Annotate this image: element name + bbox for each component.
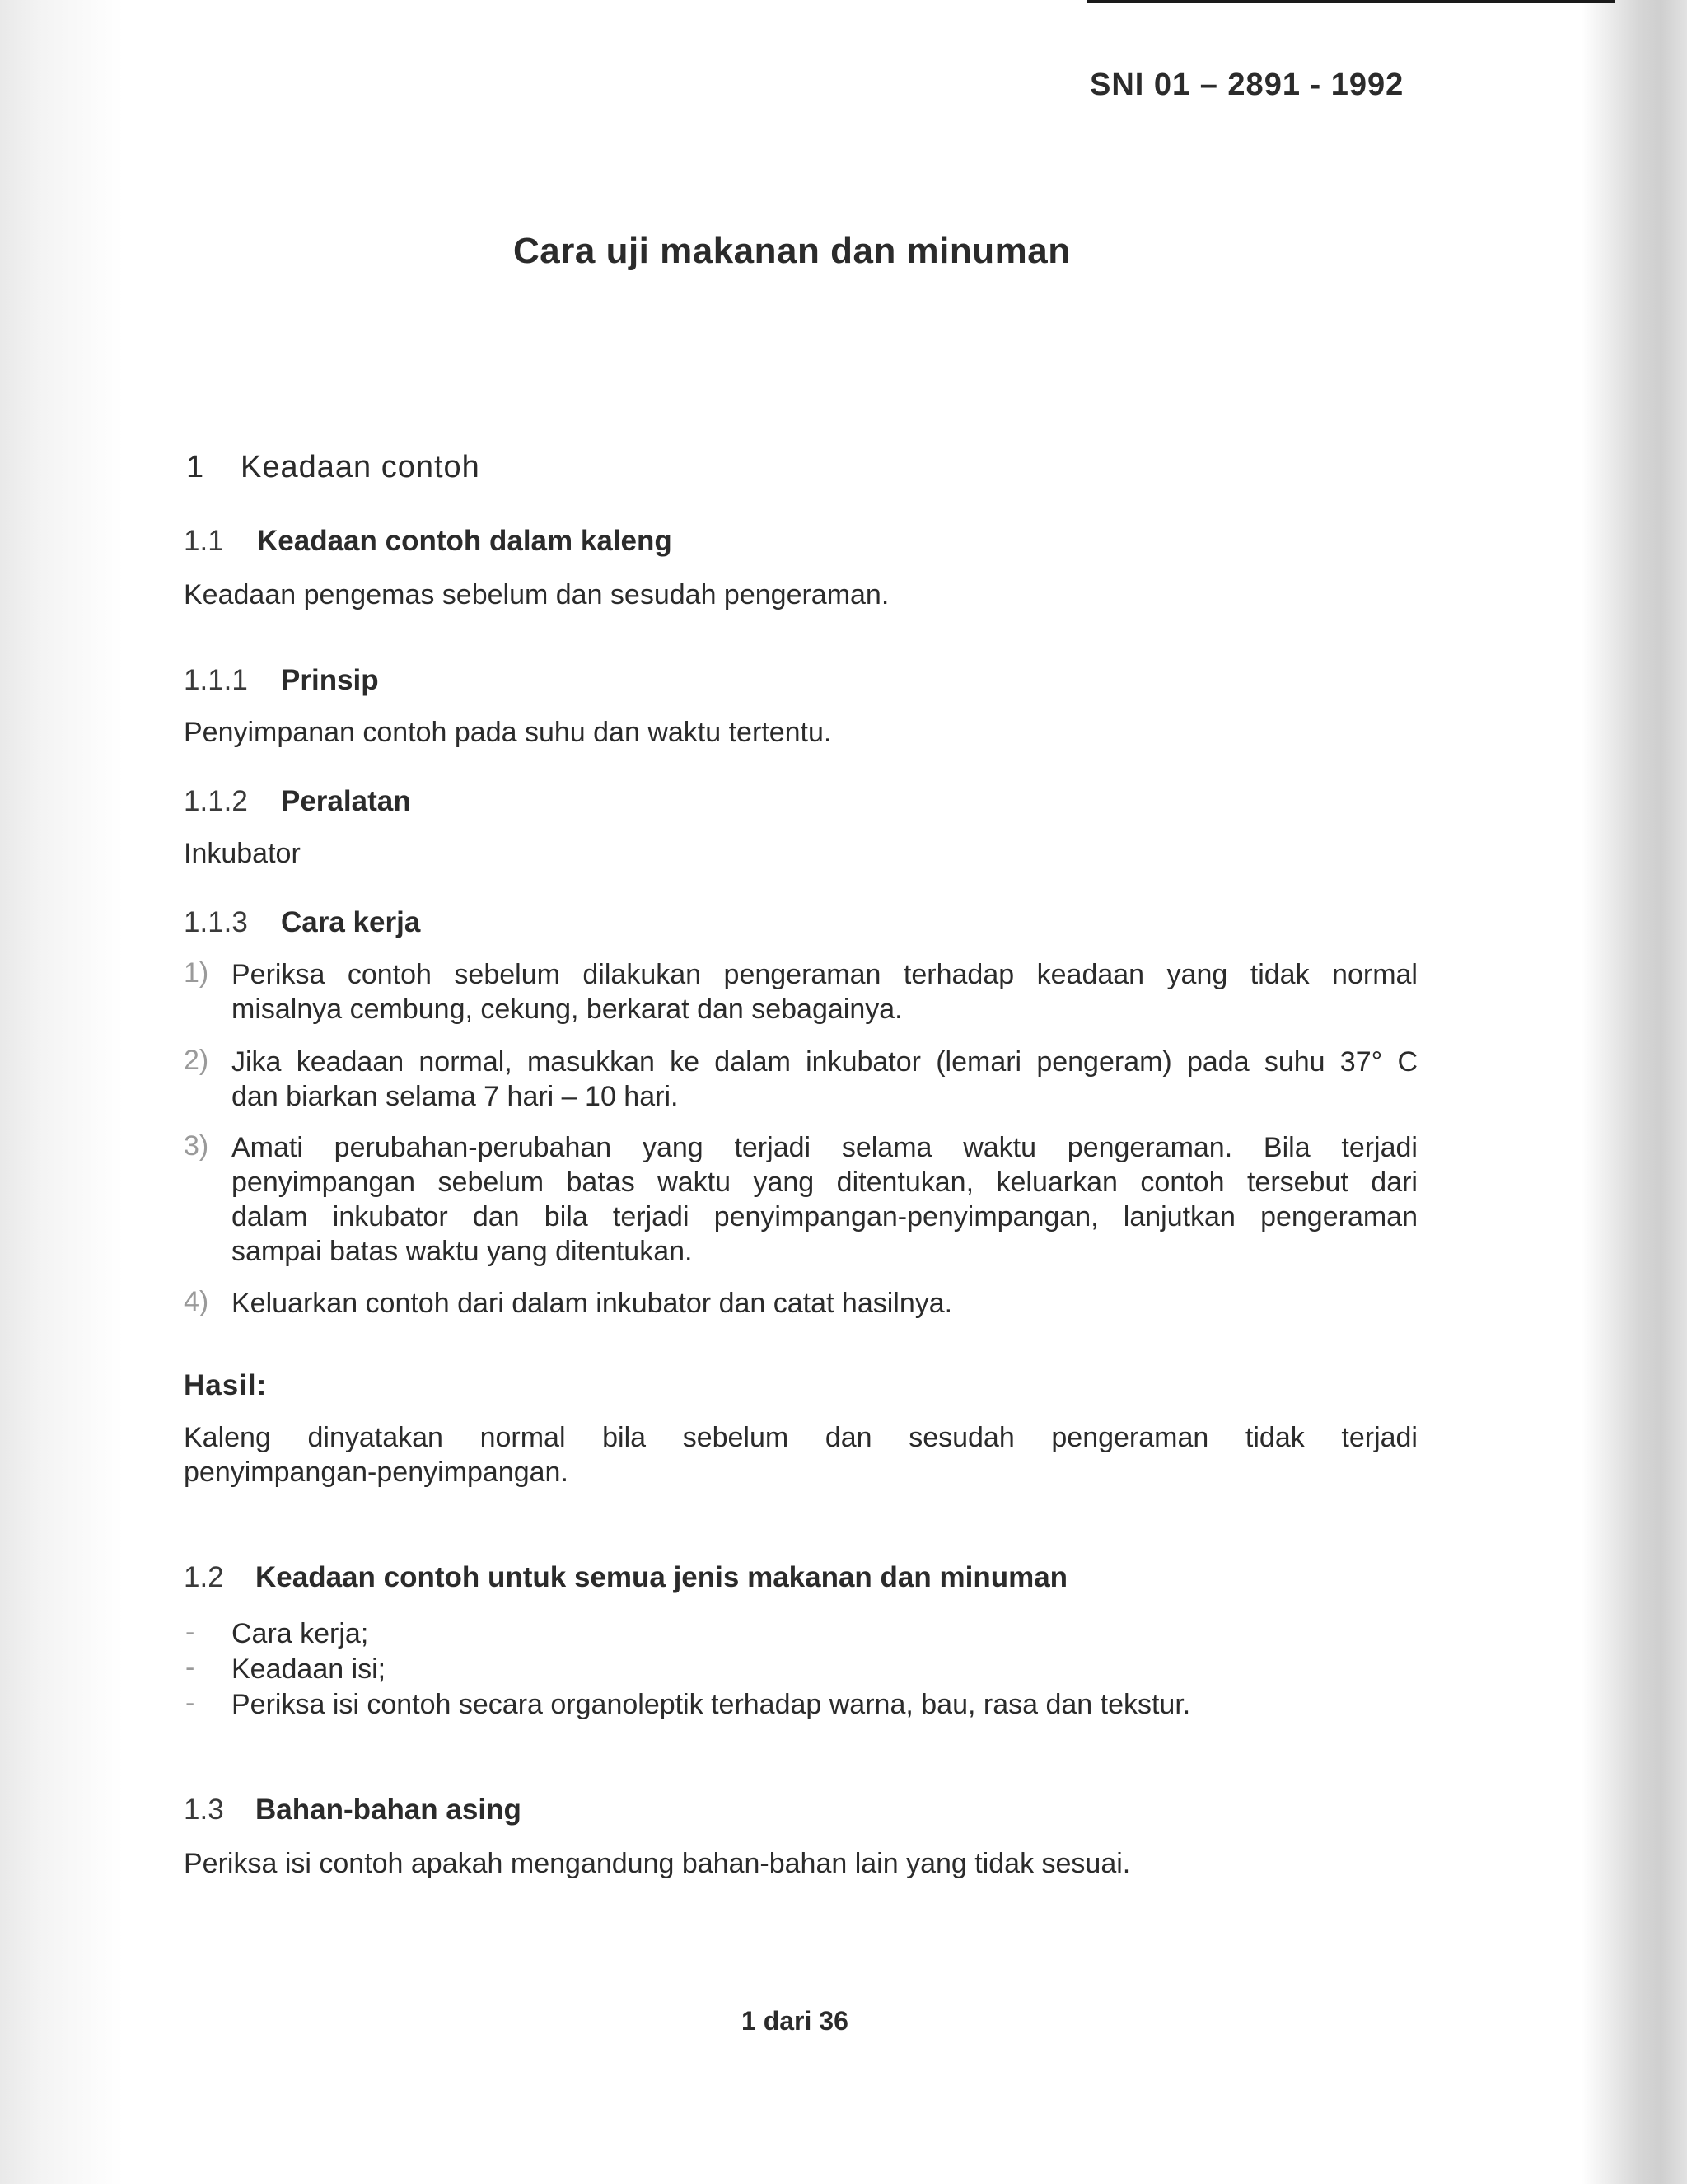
bullet-3-marker: -	[185, 1687, 195, 1719]
step-2-line-1: Jika keadaan normal, masukkan ke dalam inkubator (lemari pengeram) pada suhu 37° C	[231, 1046, 1418, 1078]
step-4-line-1: Keluarkan contoh dari dalam inkubator dan catat hasilnya.	[231, 1288, 953, 1319]
step-1-line-2: misalnya cembung, cekung, berkarat dan sebagainya.	[231, 994, 903, 1025]
result-label: Hasil:	[184, 1369, 268, 1401]
scan-edge-line	[1087, 0, 1615, 3]
step-4-marker: 4)	[184, 1286, 209, 1317]
section-1-1-2-number: 1.1.2	[184, 785, 248, 817]
scan-shadow-left	[0, 0, 124, 2184]
step-1-marker: 1)	[184, 957, 209, 989]
section-1-1-3-heading: Cara kerja	[281, 906, 421, 938]
section-1-1-1-number: 1.1.1	[184, 664, 248, 696]
step-3-line-4: sampai batas waktu yang ditentukan.	[231, 1236, 693, 1267]
section-1-3-text: Periksa isi contoh apakah mengandung bahan-bahan lain yang tidak sesuai.	[184, 1848, 1131, 1879]
section-1-2-number: 1.2	[184, 1561, 224, 1593]
bullet-1-marker: -	[185, 1616, 195, 1648]
step-2-marker: 2)	[184, 1045, 209, 1076]
section-1-1-1-text: Penyimpanan contoh pada suhu dan waktu tertentu.	[184, 717, 832, 748]
bullet-1-text: Cara kerja;	[231, 1618, 369, 1649]
page-number: 1 dari 36	[741, 2006, 848, 2036]
section-1-2-heading: Keadaan contoh untuk semua jenis makanan dan minuman	[255, 1561, 1068, 1593]
page-title: Cara uji makanan dan minuman	[513, 231, 1071, 271]
binding-gutter	[1582, 0, 1687, 2184]
section-1-3-number: 1.3	[184, 1793, 224, 1826]
section-1-1-3-number: 1.1.3	[184, 906, 248, 938]
section-1-1-2-text: Inkubator	[184, 838, 301, 869]
bullet-3-text: Periksa isi contoh secara organoleptik terhadap warna, bau, rasa dan tekstur.	[231, 1689, 1191, 1720]
step-2-line-2: dan biarkan selama 7 hari – 10 hari.	[231, 1081, 679, 1112]
step-3-marker: 3)	[184, 1130, 209, 1162]
step-3-line-3: dalam inkubator dan bila terjadi penyimpangan-penyimpangan, lanjutkan pengeraman	[231, 1201, 1418, 1232]
result-line-1: Kaleng dinyatakan normal bila sebelum dan sesudah pengeraman tidak terjadi	[184, 1422, 1418, 1453]
section-1-1-heading: Keadaan contoh dalam kaleng	[257, 525, 672, 557]
bullet-2-text: Keadaan isi;	[231, 1653, 386, 1685]
step-1-line-1: Periksa contoh sebelum dilakukan pengeraman terhadap keadaan yang tidak normal	[231, 959, 1418, 990]
step-3-line-2: penyimpangan sebelum batas waktu yang ditentukan, keluarkan contoh tersebut dari	[231, 1167, 1418, 1198]
section-1-1-text: Keadaan pengemas sebelum dan sesudah pengeraman.	[184, 579, 890, 610]
section-1-heading: Keadaan contoh	[241, 450, 480, 484]
document-code: SNI 01 – 2891 - 1992	[1090, 68, 1404, 102]
section-1-3-heading: Bahan-bahan asing	[255, 1793, 521, 1826]
section-1-number: 1	[186, 450, 205, 484]
section-1-1-2-heading: Peralatan	[281, 785, 411, 817]
result-line-2: penyimpangan-penyimpangan.	[184, 1457, 568, 1488]
section-1-1-number: 1.1	[184, 525, 224, 557]
bullet-2-marker: -	[185, 1652, 195, 1683]
section-1-1-1-heading: Prinsip	[281, 664, 379, 696]
step-3-line-1: Amati perubahan-perubahan yang terjadi selama waktu pengeraman. Bila terjadi	[231, 1132, 1418, 1163]
